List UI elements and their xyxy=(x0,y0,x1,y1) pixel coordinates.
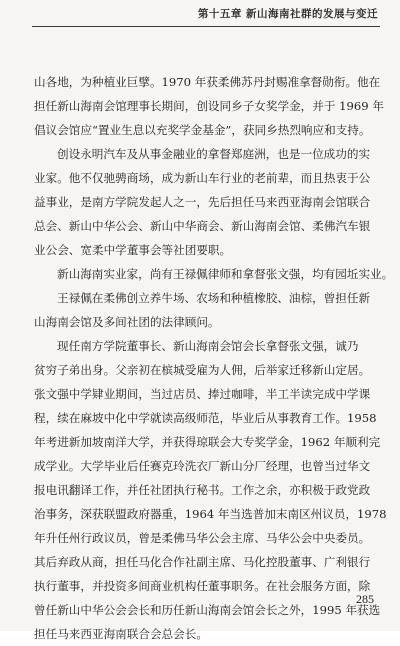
text-line: 总会、新山中华公会、新山中华商会、新山海南会馆、柔佛汽车银 xyxy=(34,219,371,233)
text-line: 创设永明汽车及从事金融业的拿督郑庭洲，也是一位成功的实 xyxy=(57,147,371,161)
text-line: 倡议会馆应“置业生息以充奖学金基金”，获同乡热烈响应和支持。 xyxy=(34,123,371,137)
running-header-chapter-title: 第十五章 新山海南社群的发展与变迁 xyxy=(197,8,378,20)
text-line: 曾任新山中华公会会长和历任新山海南会馆会长之外，1995 年获选 xyxy=(34,603,381,617)
text-line: 担任新山海南会馆理事长期间，创设同乡子女奖学金，并于 1969 年 xyxy=(34,99,384,113)
text-line: 成学业。大学毕业后任赛克玲洗衣厂新山分厂经理，也曾当过华文 xyxy=(34,459,371,473)
text-line: 年升任州行政议员，曾是柔佛马华公会主席、马华公会中央委员。 xyxy=(34,531,371,545)
text-line: 贫穷子弟出身。父亲初在槟城受雇为人佣，后举家迁移新山定居。 xyxy=(34,363,371,377)
text-line: 山各地，为种植业巨擘。1970 年获柔佛苏丹封赐准拿督勋衔。他在 xyxy=(34,75,381,89)
text-line: 山海南会馆及多间社团的法律顾问。 xyxy=(34,315,220,329)
text-line: 张文强中学肄业期间，当过店员、捧过咖啡，半工半读完成中学课 xyxy=(34,387,371,401)
text-line: 新山海南实业家，尚有王禄佩律师和拿督张文强，均有园坵实业。 xyxy=(57,267,394,281)
text-line: 现任南方学院董事长、新山海南会馆会长拿督张文强，诚乃 xyxy=(57,339,359,353)
text-line: 其后弃政从商，担任马化合作社副主席、马化控股董事、广利银行 xyxy=(34,555,371,569)
text-line: 程，续在麻坡中化中学就读高级师范，毕业后从事教育工作。1958 xyxy=(34,411,377,425)
page-number: 285 xyxy=(356,592,374,606)
text-line: 益事业，是南方学院发起人之一，先后担任马来西亚海南会馆联合 xyxy=(34,195,371,209)
text-line: 王禄佩在柔佛创立养牛场、农场和种植橡胶、油棕，曾担任新 xyxy=(57,291,371,305)
text-line: 执行董事，并投资多间商业机构任董事职务。在社会服务方面，除 xyxy=(34,579,371,593)
text-line: 年考进新加坡南洋大学，并获得琼联会大专奖学金，1962 年顺利完 xyxy=(34,435,381,449)
text-line: 业公会、宽柔中学董事会等社团要职。 xyxy=(34,243,232,257)
text-line: 业家。他不仅驰骋商场，成为新山车行业的老前辈，而且热衷于公 xyxy=(34,171,371,185)
text-line: 报电讯翻译工作，并任社团执行秘书。工作之余，亦积极于政党政 xyxy=(34,483,371,497)
header-divider xyxy=(32,26,380,27)
text-line: 担任马来西亚海南联合会总会长。 xyxy=(34,627,208,641)
text-line: 治事务，深获联盟政府器重，1964 年当选普加末南区州议员，1978 xyxy=(34,507,387,521)
body-text xyxy=(34,70,394,646)
